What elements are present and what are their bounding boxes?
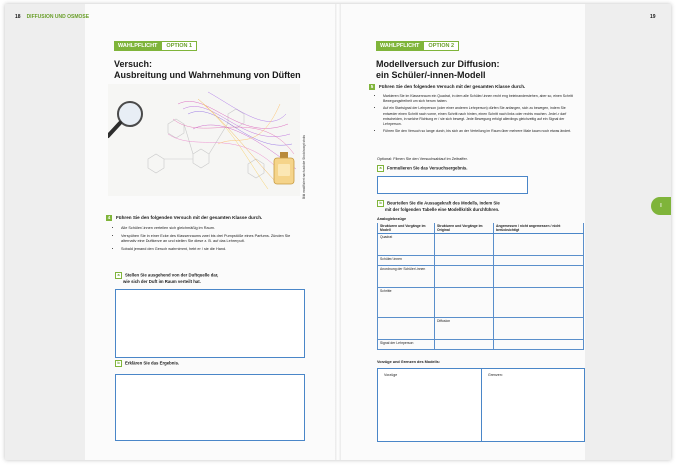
perfume-bottle-icon bbox=[274, 152, 294, 184]
column-header: Strukturen und Vorgänge im Original bbox=[435, 223, 494, 234]
list-item: • Verspühen Sie in einer Ecke des Klassenraums zwei bis drei Pumpstöße eines Parfums. Zünden Sie alternativ eine Duftkerze an und stellen Sie diese z. B. auf das Lehrerpult. bbox=[121, 234, 301, 245]
pros-cons-title: Vorzüge und Grenzen des Modells: bbox=[377, 360, 441, 364]
left-task-text: Führen Sie den folgenden Versuch mit der gesamten Klasse durch. bbox=[116, 215, 263, 221]
left-page-title bbox=[114, 59, 301, 81]
list-item: • Auf ein Startsignal der Lehrperson (oder einer anderen Lehrperson) dürfen Sie anfangen, sich zu bewegen, indem Sie entweder einen Schritt nach vorne, einen Schritt nach hinten, einen Schritt nach links oder rechts machen. Jede/-r darf entscheiden, in welche Richtung er / sie sich bewegt. Jede Bewegung erfolgt allerdings gleichzeitig auf ein Signal der Lehrperson. bbox=[383, 106, 575, 127]
table-cell: Diffusion bbox=[435, 318, 494, 340]
list-item: • Alle Schüler/-innen verteilen sich gleichmäßig im Raum. bbox=[121, 226, 301, 232]
left-running-header bbox=[15, 14, 89, 20]
right-page-number: 19 bbox=[650, 14, 656, 20]
table-cell[interactable] bbox=[435, 288, 494, 318]
list-item: • Führen Sie den Versuch so lange durch, bis sich an der Verteilung im Raum über mehrere Male kaum noch etwas ändert. bbox=[383, 129, 575, 134]
cons-label: Grenzen: bbox=[488, 373, 503, 377]
left-title-line-2: Ausbreitung und Wahrnehmung von Düften bbox=[114, 70, 301, 80]
table-row bbox=[378, 266, 584, 288]
table-row bbox=[378, 340, 584, 350]
table-cell[interactable] bbox=[494, 340, 584, 350]
table-row bbox=[378, 234, 584, 256]
table-cell: Schüler/-innen bbox=[378, 256, 435, 266]
subtask-a-line-2: wie sich der Duft im Raum verteilt hat. bbox=[123, 279, 201, 284]
task-number-badge: 4 bbox=[107, 215, 111, 220]
perfume-illustration bbox=[108, 84, 300, 196]
table-cell[interactable] bbox=[435, 340, 494, 350]
table-row bbox=[378, 256, 584, 266]
tag-wahlpflicht: WAHLPFLICHT bbox=[376, 41, 423, 51]
table-cell: Schritte bbox=[378, 288, 435, 318]
table-cell[interactable] bbox=[435, 256, 494, 266]
table-cell[interactable] bbox=[435, 266, 494, 288]
table-row bbox=[378, 318, 584, 340]
molecules-and-perfume-image bbox=[108, 84, 300, 196]
table-cell[interactable] bbox=[494, 318, 584, 340]
right-title-line-2: ein Schüler/-innen-Modell bbox=[376, 70, 486, 80]
column-header: Strukturen und Vorgänge im Modell bbox=[378, 223, 435, 234]
table-cell[interactable] bbox=[378, 318, 435, 340]
book-spread bbox=[5, 4, 671, 460]
table-cell: Signal der Lehrperson bbox=[378, 340, 435, 350]
right-subtask-b-line-2: mit der folgenden Tabelle eine Modellkritik durchführen. bbox=[385, 207, 500, 212]
pros-cons-divider bbox=[481, 369, 482, 441]
right-page-title bbox=[376, 59, 500, 81]
right-title-line-1: Modellversuch zur Diffusion: bbox=[376, 59, 500, 69]
table-cell: Anordnung der Schüler/-innen bbox=[378, 266, 435, 288]
subtask-letter-a: a bbox=[377, 165, 384, 172]
left-title-line-1: Versuch: bbox=[114, 59, 153, 69]
right-subtask-b bbox=[377, 200, 500, 213]
column-header: Angemessen / nicht angemessen / nicht berücksichtigt bbox=[494, 223, 584, 234]
subtask-b-text: Erklären Sie das Ergebnis. bbox=[125, 360, 180, 366]
answer-box-left-b[interactable] bbox=[115, 374, 305, 441]
task-number-badge: 5 bbox=[370, 84, 374, 89]
tag-option: OPTION 1 bbox=[161, 41, 197, 51]
right-task-text: Führen Sie den folgenden Versuch mit der gesamten Klasse durch. bbox=[379, 84, 526, 90]
table-cell: Quadrat bbox=[378, 234, 435, 256]
answer-box-left-a[interactable] bbox=[115, 289, 305, 358]
book-gutter bbox=[335, 4, 341, 460]
right-task-5 bbox=[369, 84, 525, 90]
optional-note: Optional: Filmen Sie den Versuchsablauf im Zeitraffer. bbox=[377, 157, 468, 161]
left-option-tag bbox=[114, 41, 197, 51]
table-cell[interactable] bbox=[494, 256, 584, 266]
table-header-row bbox=[378, 223, 584, 234]
subtask-letter-a: a bbox=[115, 272, 122, 279]
table-row bbox=[378, 288, 584, 318]
left-chapter-title: DIFFUSION UND OSMOSE bbox=[26, 14, 90, 20]
list-item: • Sobald jemand den Geruch wahrnimmt, hebt er / sie die Hand. bbox=[121, 247, 301, 253]
table-cell[interactable] bbox=[494, 288, 584, 318]
table-cell[interactable] bbox=[494, 234, 584, 256]
right-subtask-b-line-1: Beurteilen Sie die Aussagekraft des Modells, indem Sie bbox=[387, 200, 500, 206]
subtask-letter-b: b bbox=[377, 200, 384, 207]
right-outer-margin bbox=[585, 4, 671, 460]
left-subtask-b bbox=[115, 360, 179, 367]
left-outer-margin bbox=[5, 4, 85, 460]
right-instruction-list bbox=[377, 94, 575, 136]
magnifier-icon bbox=[108, 102, 142, 136]
subtask-a-line-1: Stellen Sie ausgehend von der Duftquelle dar, bbox=[125, 272, 219, 278]
left-subtask-a bbox=[115, 272, 218, 285]
answer-box-right-a[interactable] bbox=[377, 176, 528, 194]
model-critique-table bbox=[377, 223, 584, 350]
left-instruction-list bbox=[115, 226, 301, 254]
pros-cons-box bbox=[377, 368, 585, 442]
table-cell[interactable] bbox=[435, 234, 494, 256]
left-page-number: 18 bbox=[15, 14, 21, 20]
right-subtask-a bbox=[377, 165, 467, 172]
tag-option: OPTION 2 bbox=[423, 41, 459, 51]
list-item: • Markieren Sie im Klassenraum ein Quadrat, in dem alle Schüler/-innen recht eng beieinanderstehen, aber so, einen Schritt Bewegungsfreiheit um sich herum haben. bbox=[383, 94, 575, 104]
right-option-tag bbox=[376, 41, 459, 51]
left-task-4 bbox=[106, 215, 262, 221]
tag-wahlpflicht: WAHLPFLICHT bbox=[114, 41, 161, 51]
right-subtask-a-text: Formulieren Sie das Versuchsergebnis. bbox=[387, 165, 468, 171]
pros-label: Vorzüge bbox=[384, 373, 398, 377]
table-cell[interactable] bbox=[494, 266, 584, 288]
image-credit: Bild modifiziert nach adobe Stock/sonyt stoks bbox=[302, 135, 306, 199]
subtask-letter-b: b bbox=[115, 360, 122, 367]
chapter-edge-tab: I bbox=[651, 197, 671, 215]
table-caption: Analogiebezüge bbox=[377, 217, 407, 221]
